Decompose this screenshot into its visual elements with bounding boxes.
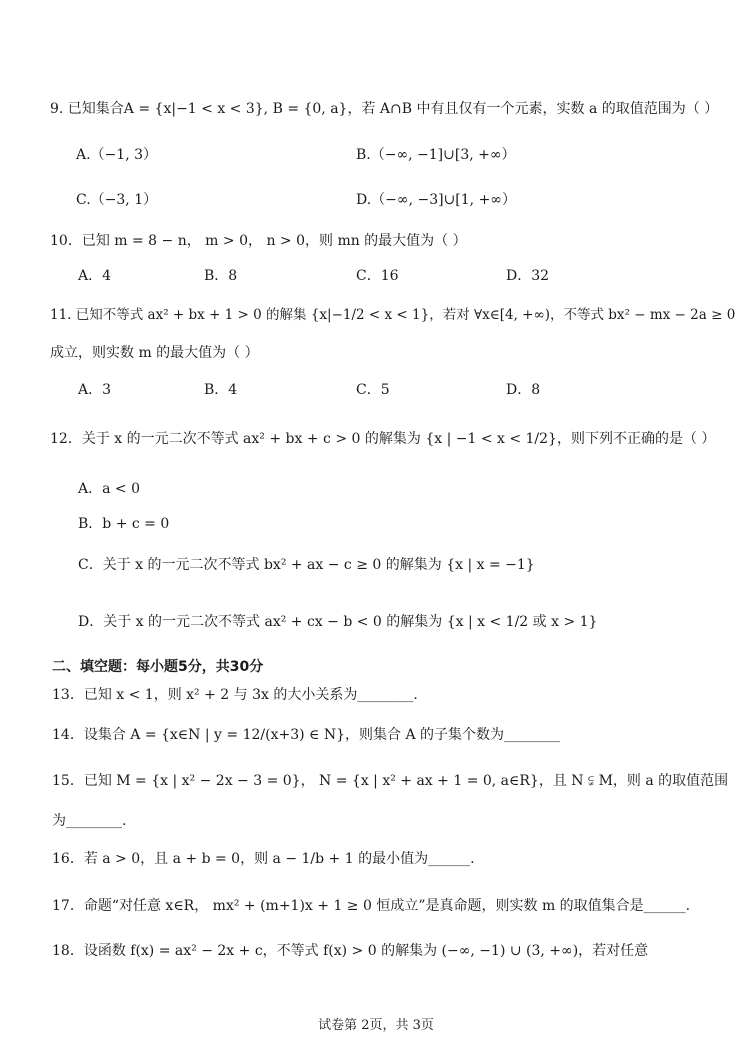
question-10: 10．已知 m = 8 − n， m > 0， n > 0，则 mn 的最大值为（ ） bbox=[50, 233, 467, 249]
q9-option-b: B.（−∞, −1]∪[3, +∞） bbox=[356, 147, 516, 163]
question-15-line2: 为________. bbox=[52, 813, 127, 829]
q9-option-a: A.（−1, 3） bbox=[76, 147, 158, 163]
question-11-line2: 成立，则实数 m 的最大值为（ ） bbox=[50, 345, 259, 361]
q10-option-d: D．32 bbox=[506, 268, 550, 284]
question-16: 16．若 a > 0，且 a + b = 0，则 a − 1/b + 1 的最小值为______. bbox=[52, 851, 475, 867]
question-12: 12．关于 x 的一元二次不等式 ax² + bx + c > 0 的解集为 {x | −1 < x < 1/2}，则下列不正确的是（ ） bbox=[50, 431, 716, 447]
question-13: 13．已知 x < 1，则 x² + 2 与 3x 的大小关系为________. bbox=[52, 687, 418, 703]
q9-option-c: C.（−3, 1） bbox=[76, 192, 158, 208]
q11-option-d: D．8 bbox=[506, 382, 541, 398]
question-18: 18．设函数 f(x) = ax² − 2x + c，不等式 f(x) > 0 的解集为 (−∞, −1) ∪ (3, +∞)，若对任意 bbox=[52, 943, 649, 959]
q11-option-a: A．3 bbox=[78, 382, 112, 398]
question-11-line1: 11. 已知不等式 ax² + bx + 1 > 0 的解集 {x|−1/2 < x < 1}，若对 ∀x∈[4, +∞)，不等式 bx² − mx − 2a ≥ 0 bbox=[50, 307, 736, 323]
question-17: 17．命题“对任意 x∈R， mx² + (m+1)x + 1 ≥ 0 恒成立”是真命题，则实数 m 的取值集合是______. bbox=[52, 898, 691, 914]
q10-option-a: A．4 bbox=[78, 268, 112, 284]
q12-option-b: B．b + c = 0 bbox=[78, 516, 170, 532]
q10-option-c: C．16 bbox=[356, 268, 399, 284]
question-15-line1: 15．已知 M = {x | x² − 2x − 3 = 0}， N = {x | x² + ax + 1 = 0, a∈R}，且 N ⫋ M，则 a 的取值范围 bbox=[52, 773, 729, 789]
question-9: 9. 已知集合A = {x|−1 < x < 3}, B = {0, a}，若 A∩B 中有且仅有一个元素，实数 a 的取值范围为（ ） bbox=[50, 101, 719, 117]
section-heading-fill-in: 二、填空题：每小题5分，共30分 bbox=[52, 659, 264, 675]
q12-option-a: A．a < 0 bbox=[78, 481, 140, 497]
q11-option-b: B．4 bbox=[204, 382, 238, 398]
q11-option-c: C．5 bbox=[356, 382, 390, 398]
q9-option-d: D.（−∞, −3]∪[1, +∞） bbox=[356, 192, 516, 208]
q10-option-b: B．8 bbox=[204, 268, 238, 284]
page-footer: 试卷第 2页，共 3页 bbox=[318, 1018, 434, 1033]
q12-option-d: D．关于 x 的一元二次不等式 ax² + cx − b < 0 的解集为 {x | x < 1/2 或 x > 1} bbox=[78, 614, 598, 630]
q12-option-c: C．关于 x 的一元二次不等式 bx² + ax − c ≥ 0 的解集为 {x | x = −1} bbox=[78, 557, 535, 573]
question-14: 14．设集合 A = {x∈N | y = 12/(x+3) ∈ N}，则集合 A 的子集个数为________ bbox=[52, 727, 560, 743]
